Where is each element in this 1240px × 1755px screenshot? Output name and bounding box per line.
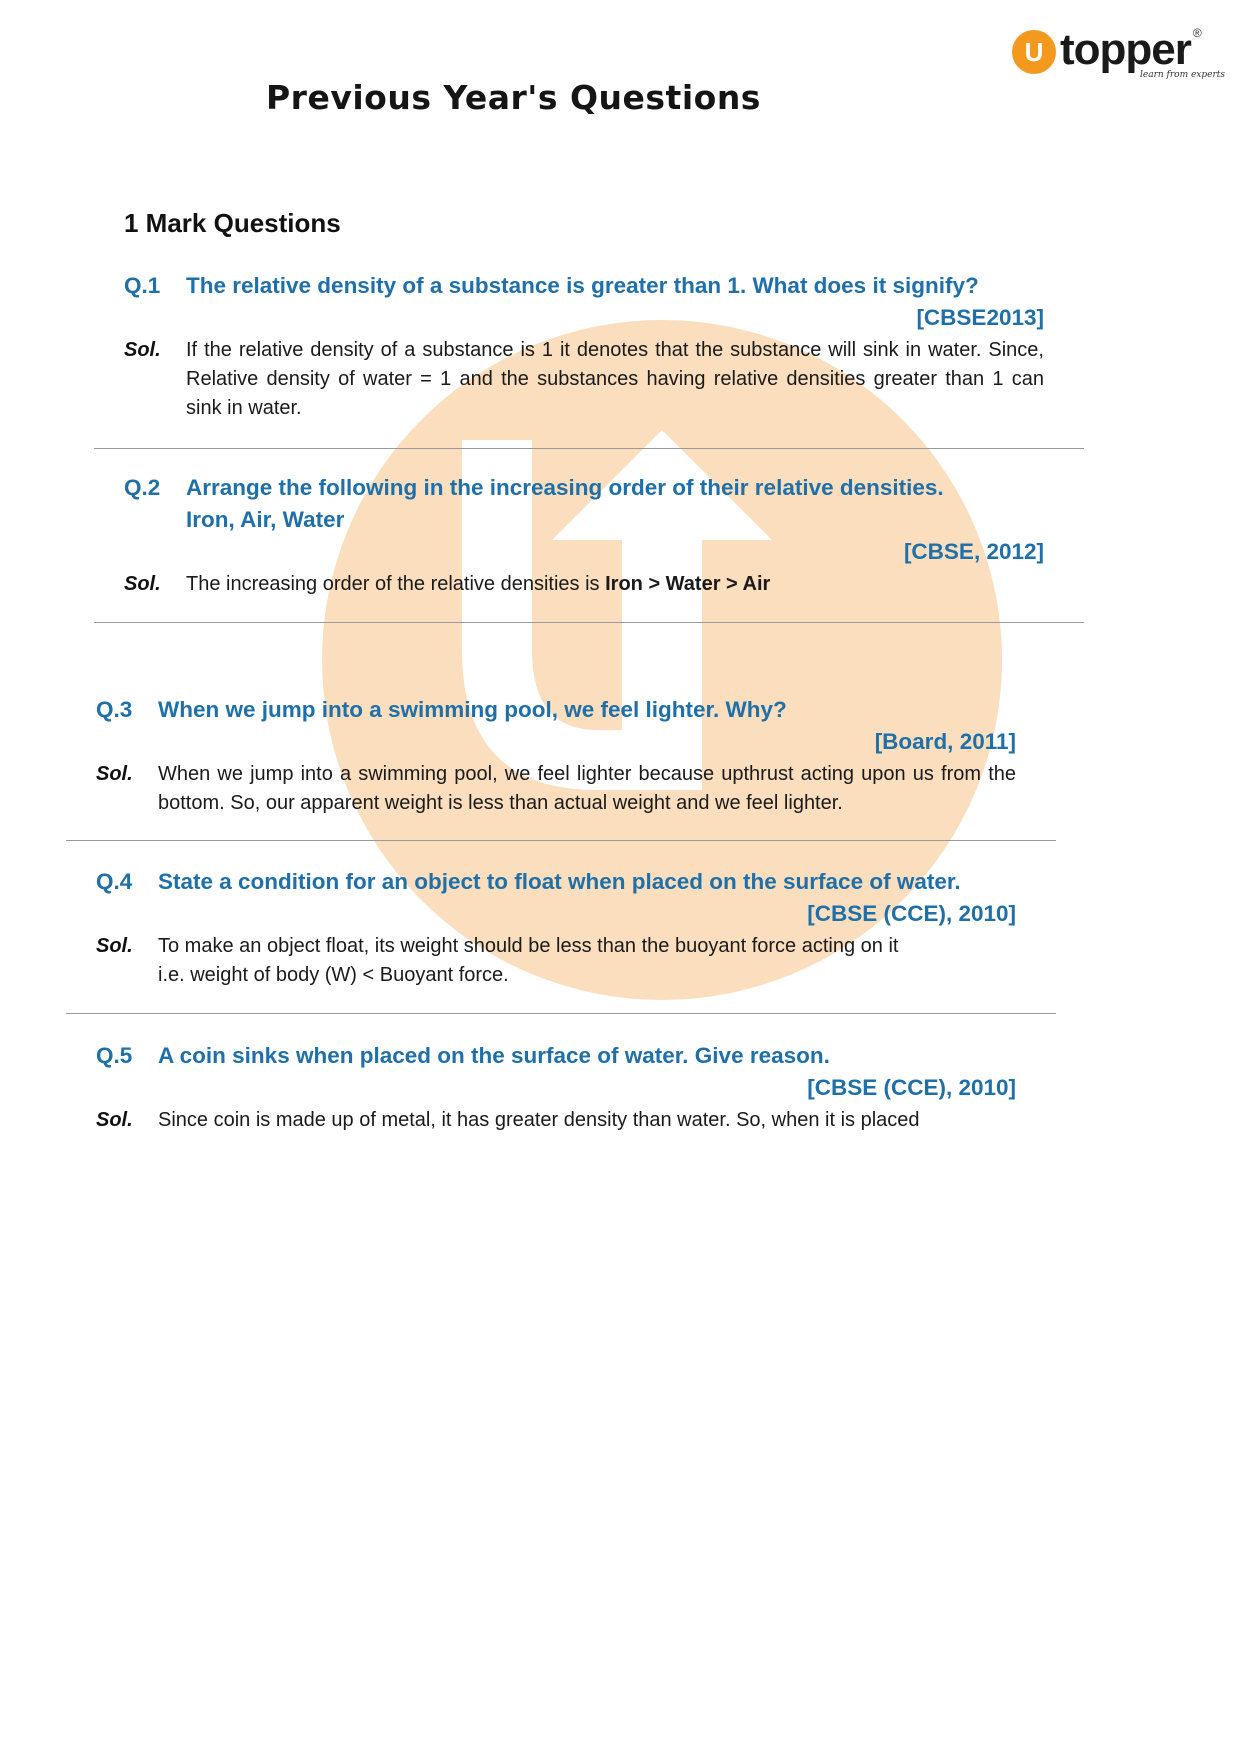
question-block-2 (124, 472, 1044, 599)
solution-label: Sol. (124, 339, 161, 361)
solution-label: Sol. (124, 573, 161, 595)
solution-text: When we jump into a swimming pool, we feel lighter because upthrust acting upon us from the bottom. So, our apparent weight is less than actual weight and we feel lighter. (158, 763, 1016, 814)
solution-text (186, 570, 1044, 599)
solution-label: Sol. (96, 935, 133, 957)
logo-wordmark: topper (1060, 25, 1191, 74)
brand-logo (1012, 25, 1226, 82)
divider (66, 1013, 1056, 1014)
solution-text: Since coin is made up of metal, it has greater density than water. So, when it is placed (158, 1109, 920, 1131)
solution-answer: Iron > Water > Air (605, 573, 771, 595)
question-number: Q.5 (96, 1043, 133, 1068)
solution-label: Sol. (96, 1109, 133, 1131)
question-text: State a condition for an object to float when placed on the surface of water. (158, 869, 961, 894)
solution-text (158, 932, 1016, 990)
question-block-4 (96, 866, 1016, 990)
question-text: Arrange the following in the increasing order of their relative densities. (186, 475, 944, 500)
question-reference: [CBSE (CCE), 2010] (807, 1075, 1016, 1100)
question-text: The relative density of a substance is greater than 1. What does it signify? (186, 273, 979, 298)
question-text: A coin sinks when placed on the surface of water. Give reason. (158, 1043, 830, 1068)
page-title: Previous Year's Questions (266, 78, 761, 117)
logo-circle-icon: U (1012, 30, 1056, 74)
logo-tagline: learn from experts (1140, 70, 1226, 80)
question-reference: [Board, 2011] (874, 729, 1016, 754)
divider (94, 622, 1084, 623)
registered-mark: ® (1192, 26, 1202, 40)
question-reference: [CBSE (CCE), 2010] (807, 901, 1016, 926)
question-text-line2: Iron, Air, Water (186, 507, 345, 532)
question-block-1 (124, 270, 1044, 423)
solution-line-2: i.e. weight of body (W) < Buoyant force. (158, 964, 509, 986)
divider (94, 448, 1084, 449)
question-block-5 (96, 1040, 1016, 1135)
question-block-3 (96, 694, 1016, 818)
question-reference: [CBSE, 2012] (903, 539, 1044, 564)
solution-line-1: To make an object float, its weight should be less than the buoyant force acting on it (158, 935, 899, 957)
question-reference: [CBSE2013] (916, 305, 1044, 330)
divider (66, 840, 1056, 841)
question-text: When we jump into a swimming pool, we feel lighter. Why? (158, 697, 787, 722)
question-number: Q.3 (96, 697, 133, 722)
solution-text: If the relative density of a substance is 1 it denotes that the substance will sink in water. Since, Relative density of water = 1 and the substances having relative densities greater than 1 can sink in water. (186, 339, 1044, 419)
solution-prefix: The increasing order of the relative densities is (186, 573, 606, 595)
question-number: Q.1 (124, 273, 161, 298)
question-number: Q.4 (96, 869, 133, 894)
section-heading: 1 Mark Questions (124, 208, 341, 238)
solution-label: Sol. (96, 763, 133, 785)
question-number: Q.2 (124, 475, 161, 500)
